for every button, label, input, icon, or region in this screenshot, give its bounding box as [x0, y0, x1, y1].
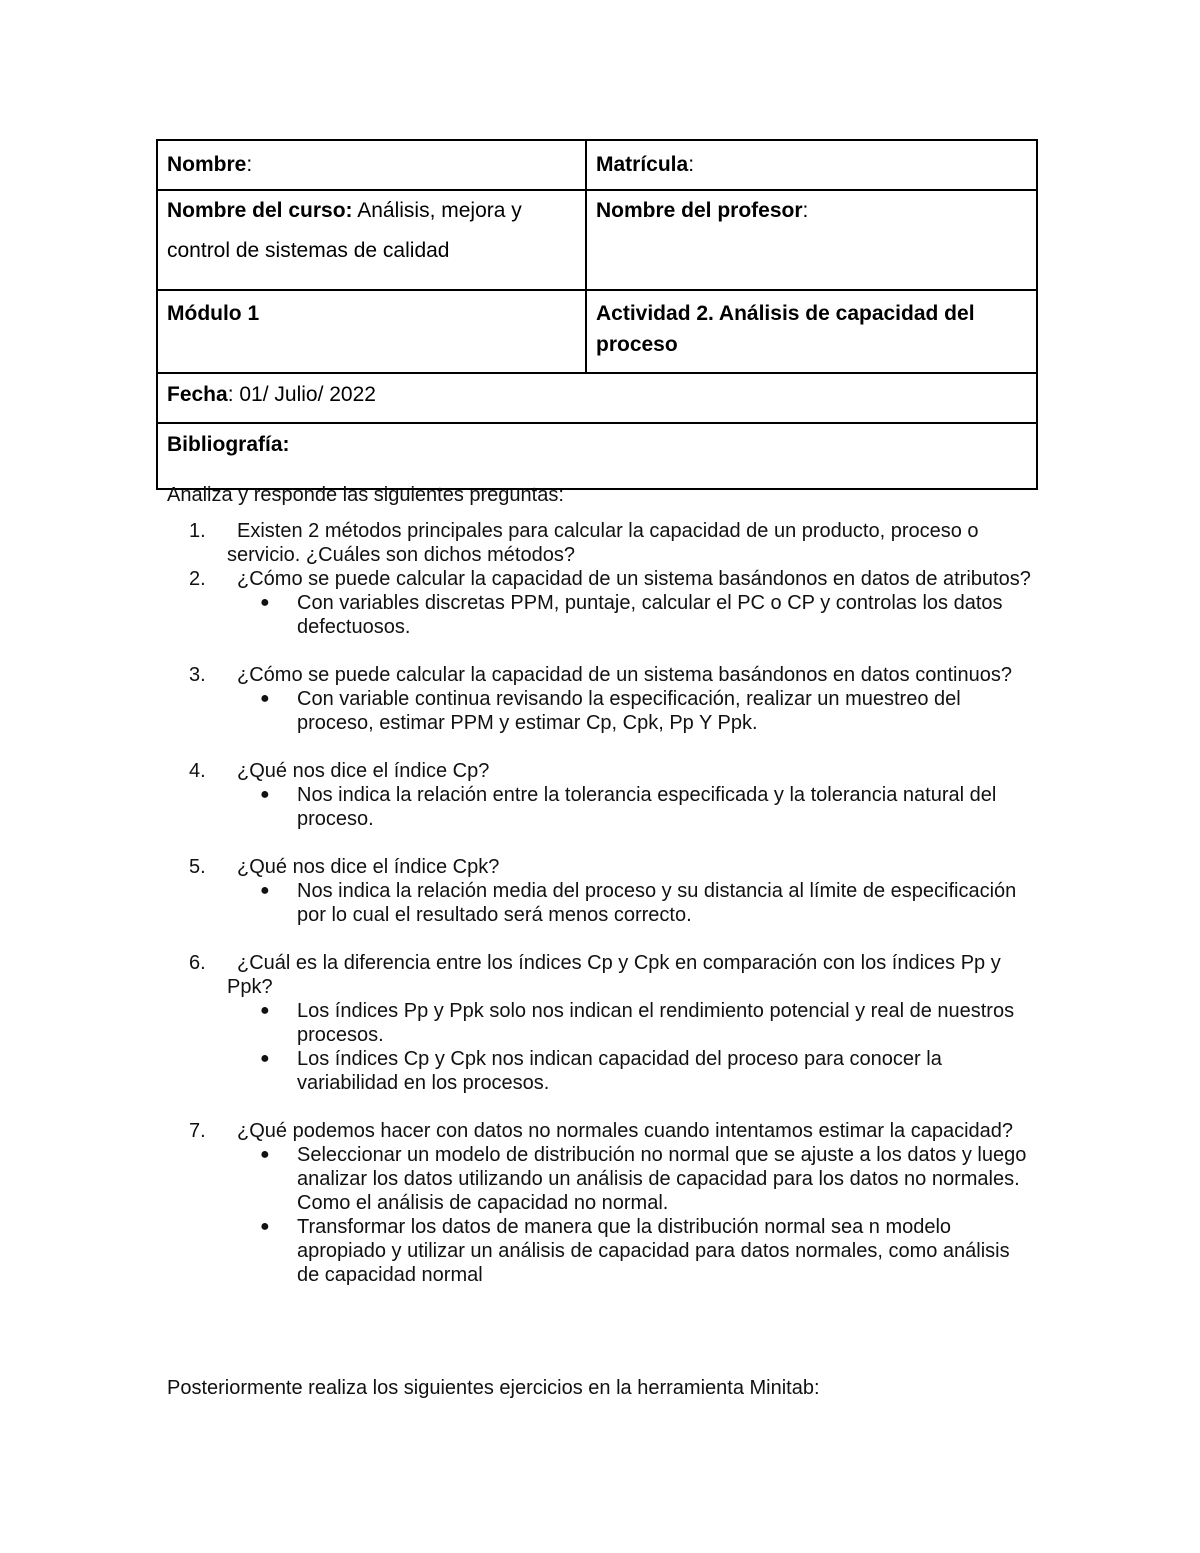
curso-value: Análisis, mejora y control de sistemas de calidad	[167, 199, 522, 262]
answer-item	[227, 999, 1037, 1047]
bullet-icon: ●	[260, 882, 270, 899]
answer-item	[227, 783, 1037, 831]
spacer	[167, 1095, 1037, 1119]
question-text: ¿Cómo se puede calcular la capacidad de un sistema basándonos en datos de atributos?	[237, 568, 1031, 590]
bibliografia-label: Bibliografía:	[167, 433, 290, 456]
answer-list	[227, 879, 1037, 927]
question-text: ¿Qué nos dice el índice Cp?	[237, 760, 490, 782]
answer-text: Nos indica la relación media del proceso y su distancia al límite de especificación por lo cual el resultado será menos correcto.	[297, 880, 1017, 926]
questions-list	[167, 519, 1037, 1287]
header-row-module	[157, 290, 1037, 373]
answer-list	[227, 999, 1037, 1095]
spacer	[167, 927, 1037, 951]
header-row-date	[157, 373, 1037, 423]
answer-list	[227, 1143, 1037, 1287]
nombre-cell	[157, 140, 586, 190]
question-number: 6.	[189, 952, 206, 974]
header-table	[156, 139, 1038, 490]
header-row-course	[157, 190, 1037, 290]
fecha-cell	[157, 373, 1037, 423]
bibliografia-cell	[157, 423, 1037, 489]
question-item	[167, 1119, 1037, 1287]
question-item	[167, 855, 1037, 927]
matricula-label: Matrícula	[596, 153, 689, 176]
answer-item	[227, 1215, 1037, 1287]
answer-text: Seleccionar un modelo de distribución no normal que se ajuste a los datos y luego analizar los datos utilizando un análisis de capacidad para los datos no normales. Como el análisis de capacidad no normal.	[297, 1144, 1027, 1214]
question-number: 1.	[189, 520, 206, 542]
answer-item	[227, 591, 1037, 639]
answer-list	[227, 591, 1037, 639]
bullet-icon: ●	[260, 786, 270, 803]
answer-item	[227, 687, 1037, 735]
question-number: 2.	[189, 568, 206, 590]
profesor-cell	[586, 190, 1037, 290]
answer-item	[227, 1143, 1037, 1215]
question-item	[167, 663, 1037, 735]
profesor-suffix: :	[802, 199, 809, 222]
fecha-value: : 01/ Julio/ 2022	[227, 383, 376, 406]
bullet-icon: ●	[260, 1002, 270, 1019]
actividad-cell	[586, 290, 1037, 373]
question-text: ¿Cómo se puede calcular la capacidad de un sistema basándonos en datos continuos?	[237, 664, 1012, 686]
question-number: 3.	[189, 664, 206, 686]
answer-list	[227, 783, 1037, 831]
spacer	[167, 831, 1037, 855]
question-text: Existen 2 métodos principales para calcular la capacidad de un producto, proceso o servicio. ¿Cuáles son dichos métodos?	[227, 520, 979, 566]
outro-text: Posteriormente realiza los siguientes ejercicios en la herramienta Minitab:	[167, 1377, 820, 1399]
question-item	[167, 951, 1037, 1095]
bullet-icon: ●	[260, 1146, 270, 1163]
question-text: ¿Qué podemos hacer con datos no normales cuando intentamos estimar la capacidad?	[237, 1120, 1014, 1142]
question-item	[167, 759, 1037, 831]
actividad-label: Actividad 2. Análisis de capacidad del proceso	[596, 302, 975, 356]
question-item	[167, 567, 1037, 639]
answer-list	[227, 687, 1037, 735]
question-text: ¿Qué nos dice el índice Cpk?	[237, 856, 500, 878]
answer-item	[227, 1047, 1037, 1095]
question-number: 5.	[189, 856, 206, 878]
answer-text: Con variables discretas PPM, puntaje, calcular el PC o CP y controlas los datos defectuosos.	[297, 592, 1003, 638]
matricula-suffix: :	[688, 153, 695, 176]
answer-item	[227, 879, 1037, 927]
modulo-cell	[157, 290, 586, 373]
bullet-icon: ●	[260, 1218, 270, 1235]
nombre-label: Nombre	[167, 153, 247, 176]
profesor-label: Nombre del profesor	[596, 199, 803, 222]
curso-cell	[157, 190, 586, 290]
question-number: 7.	[189, 1120, 206, 1142]
bullet-icon: ●	[260, 1050, 270, 1067]
header-row-name	[157, 140, 1037, 190]
answer-text: Los índices Cp y Cpk nos indican capacidad del proceso para conocer la variabilidad en los procesos.	[297, 1048, 942, 1094]
answer-text: Con variable continua revisando la especificación, realizar un muestreo del proceso, estimar PPM y estimar Cp, Cpk, Pp Y Ppk.	[297, 688, 961, 734]
answer-text: Transformar los datos de manera que la distribución normal sea n modelo apropiado y utilizar un análisis de capacidad para datos normales, como análisis de capacidad normal	[297, 1216, 1010, 1286]
header-row-bibliography	[157, 423, 1037, 489]
nombre-suffix: :	[246, 153, 253, 176]
matricula-cell	[586, 140, 1037, 190]
answer-text: Los índices Pp y Ppk solo nos indican el rendimiento potencial y real de nuestros procesos.	[297, 1000, 1015, 1046]
intro-text: Analiza y responde las siguientes preguntas:	[167, 484, 564, 506]
spacer	[167, 735, 1037, 759]
bullet-icon: ●	[260, 690, 270, 707]
question-number: 4.	[189, 760, 206, 782]
answer-text: Nos indica la relación entre la tolerancia especificada y la tolerancia natural del proceso.	[297, 784, 997, 830]
bullet-icon: ●	[260, 594, 270, 611]
question-item	[167, 519, 1037, 567]
curso-label: Nombre del curso:	[167, 199, 353, 222]
question-text: ¿Cuál es la diferencia entre los índices Cp y Cpk en comparación con los índices Pp y Ppk?	[227, 952, 1001, 998]
modulo-label: Módulo 1	[167, 302, 260, 325]
fecha-label: Fecha	[167, 383, 228, 406]
spacer	[167, 639, 1037, 663]
